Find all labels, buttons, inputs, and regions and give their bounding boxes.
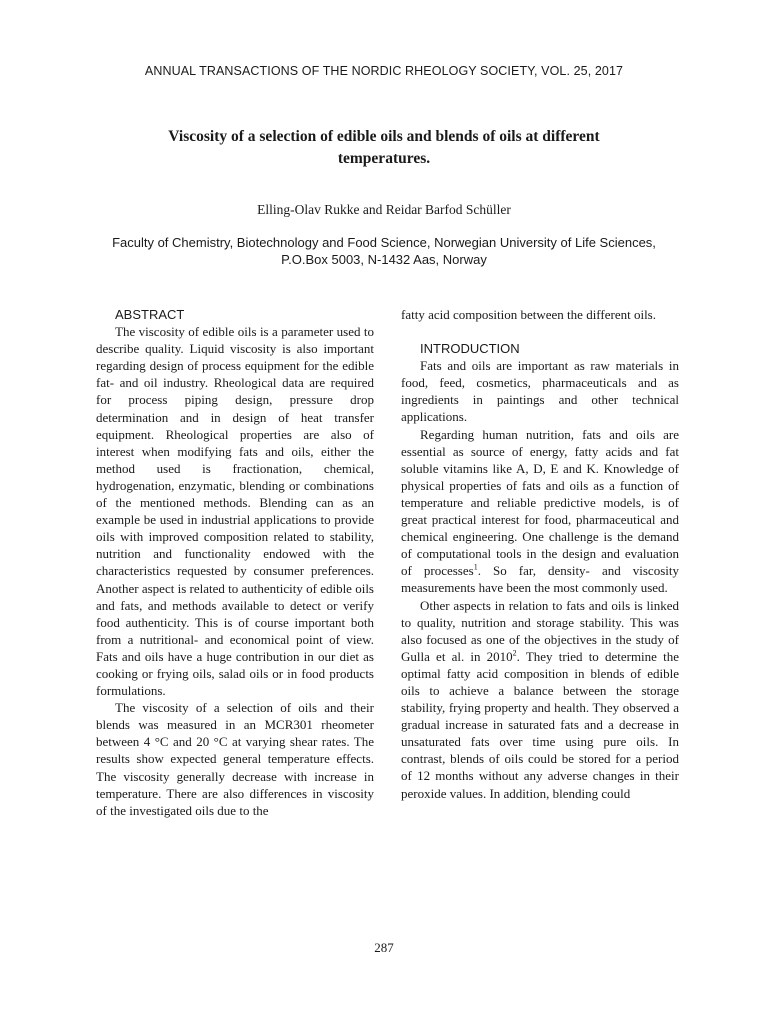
intro-p3-text-b: . They tried to determine the optimal fatty acid composition in blends of edible oils to achieve a balance between the storage stability, frying property and health. They observed a gradual increase in saturated fats and a decrease in unsaturated fats over time using pure oils. In contrast, blends of oils could be stored for a period of 12 months without any adverse changes in their peroxide values. In addition, blending could [401,648,679,801]
article-authors: Elling-Olav Rukke and Reidar Barfod Schüller [257,202,511,217]
abstract-paragraph-2-continued: fatty acid composition between the different oils. [401,307,656,322]
section-spacer [401,323,679,340]
journal-header: ANNUAL TRANSACTIONS OF THE NORDIC RHEOLOGY SOCIETY, VOL. 25, 2017 [144,64,624,78]
introduction-paragraph-1: Fats and oils are important as raw materials in food, feed, cosmetics, pharmaceuticals and as ingredients in paintings and other technical applications. [401,358,679,425]
abstract-paragraph-2: The viscosity of a selection of oils and their blends was measured in an MCR301 rheometer between 4 °C and 20 °C at varying shear rates. The results show expected general temperature effects. The viscosity generally decrease with increase in temperature. There are also differences in viscosity of the investigated oils due to the [96,700,374,818]
abstract-paragraph-1: The viscosity of edible oils is a parameter used to describe quality. Liquid viscosity is also important regarding design of process equipment for the edible fat- and oil industry. Rheological data are required for process piping design, pressure drop determination and in design of heat transfer equipment. Rheological properties are also of interest when modifying fats and oils, either the method used is fractionation, chemical, hydrogenation, enzymatic, blending or combinations of the mentioned methods. Blending can as an example be used in industrial applications to provide oils with improved composition related to stability, nutrition and functionality endowed with the characteristics requested by consumer preferences. Another aspect is related to authenticity of edible oils and fats, and methods available to detect or verify food authenticity. This is of course important both from a nutritional- and economical point of view. Fats and oils have a huge contribution in our diet as cooking or frying oils, salad oils or in food products formulations. [96,324,374,699]
right-column [401,306,679,802]
introduction-paragraph-2 [401,426,679,597]
page-number: 287 [374,940,394,955]
introduction-paragraph-3 [401,597,679,802]
introduction-heading: INTRODUCTION [420,341,520,357]
article-title: Viscosity of a selection of edible oils and blends of oils at different temperatures. [168,128,600,167]
abstract-heading: ABSTRACT [115,307,185,322]
reference-2[interactable]: 2 [512,648,517,658]
left-column [96,306,374,819]
intro-p2-text-b: . So far, density- and viscosity measurements have been the most commonly used. [401,563,679,596]
article-affiliation: Faculty of Chemistry, Biotechnology and Food Science, Norwegian University of Life Sciences, P.O.Box 5003, N-1432 Aas, Norway [112,235,656,267]
reference-1[interactable]: 1 [473,562,478,572]
intro-p2-text-a: Regarding human nutrition, fats and oils are essential as source of energy, fatty acids and fat soluble vitamins like A, D, E and K. Knowledge of physical properties of fats and oils as a function of temperature and reliable predictive models, is of great practical interest for food, pharmaceutical and chemical engineering. One challenge is the demand of computational tools in the design and evaluation of processes [401,426,679,579]
intro-p3-text-a: Other aspects in relation to fats and oils is linked to quality, nutrition and storage stability. This was also focused as one of the objectives in the study of Gulla et al. in 2010 [401,597,679,664]
